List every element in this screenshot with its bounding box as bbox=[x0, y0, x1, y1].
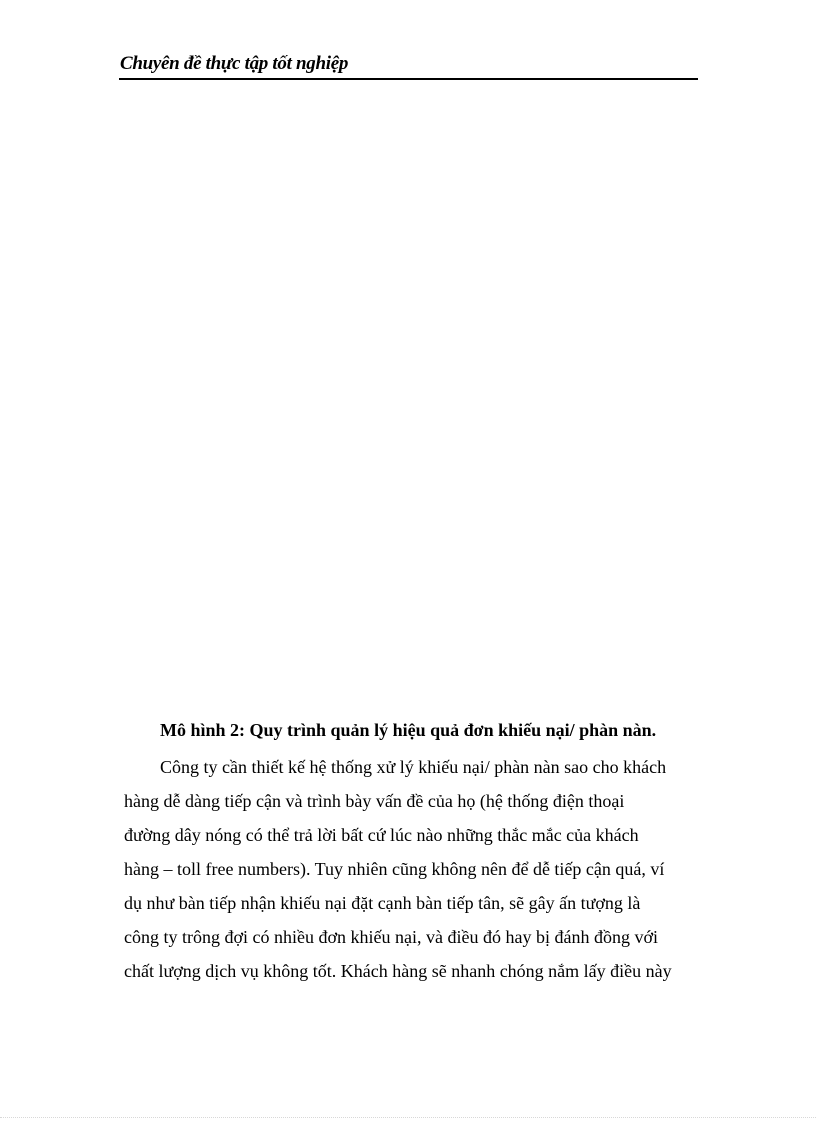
paragraph-line: đường dây nóng có thể trả lời bất cứ lúc nào những thắc mắc của khách bbox=[124, 825, 639, 845]
figure-placeholder bbox=[119, 95, 698, 695]
header-title: Chuyên đề thực tập tốt nghiệp bbox=[120, 53, 349, 74]
paragraph-line: công ty trông đợi có nhiều đơn khiếu nại, và điều đó hay bị đánh đồng với bbox=[124, 927, 658, 947]
paragraph-line: hàng – toll free numbers). Tuy nhiên cũng không nên để dễ tiếp cận quá, ví bbox=[124, 859, 665, 879]
page-header bbox=[119, 52, 698, 80]
paragraph-line: hàng dễ dàng tiếp cận và trình bày vấn đề của họ (hệ thống điện thoại bbox=[124, 791, 625, 811]
paragraph-line: dụ như bàn tiếp nhận khiếu nại đặt cạnh bàn tiếp tân, sẽ gây ấn tượng là bbox=[124, 893, 641, 913]
figure-caption: Mô hình 2: Quy trình quản lý hiệu quả đơn khiếu nại/ phàn nàn. bbox=[160, 720, 657, 740]
footer-divider bbox=[0, 1117, 816, 1118]
paragraph-line: chất lượng dịch vụ không tốt. Khách hàng sẽ nhanh chóng nắm lấy điều này bbox=[124, 961, 672, 981]
paragraph-line: Công ty cần thiết kế hệ thống xử lý khiếu nại/ phàn nàn sao cho khách bbox=[160, 757, 667, 777]
